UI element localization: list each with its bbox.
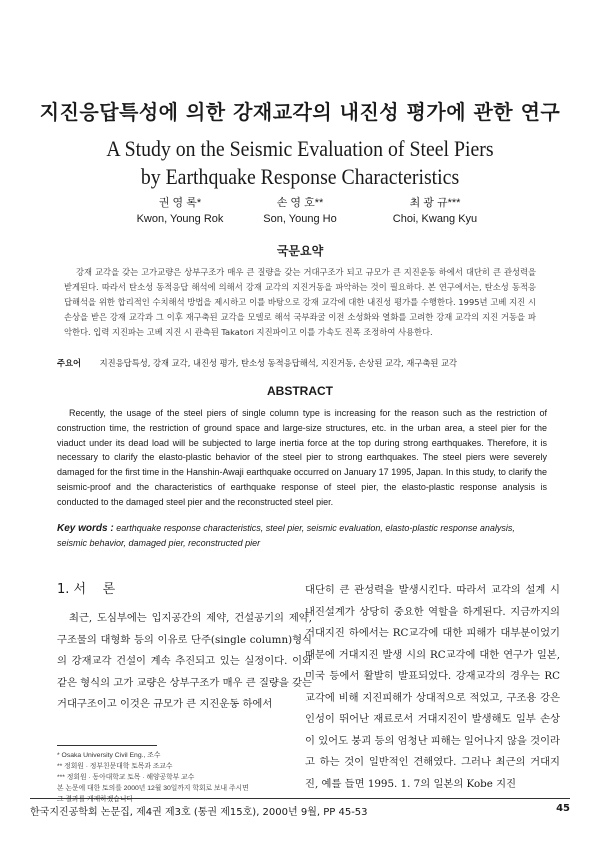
section-1-heading: 1. 서 론: [57, 582, 116, 597]
journal-citation: 한국지진공학회 논문집, 제4권 제3호 (통권 제15호), 2000년 9월, PP 45-53: [30, 807, 368, 818]
footnote-4: 본 논문에 대한 토의를 2000년 12월 30일까지 학회로 보내 주시면: [57, 785, 249, 792]
english-title: [30, 135, 570, 191]
korean-abstract: 강재 교각을 갖는 고가교량은 상부구조가 매우 큰 질량을 갖는 거대구조가 되고 규모가 큰 지진운동 하에서 대단히 큰 관성력을 받게된다. 따라서 탄소성 동적응답 해석에 의해서 강재 교각의 지진거동을 파악하는 것이 필요하다. 본 연구에서는, 탄소성 동적응답해석을 위한 합리적인 수치해석 방법을 제시하고 이를 바탕으로 강재 교각에 대한 내진성 평가를 수행한다. 1995년 고베 지진 시 손상을 받은 강재 교각과 그 이후 재구축된 교각을 모델로 해석 국부좌굴 이전 소성화와 열화를 고려한 강재 교각의 지진 거동을 파악한다. 입력 지진파는 고베 지진 시 관측된 Takatori 지진파이고 이를 가속도 진폭 조정하여 사용한다.: [64, 267, 536, 337]
english-abstract-heading: ABSTRACT: [267, 384, 333, 398]
author-2-en: Son, Young Ho: [263, 213, 337, 225]
author-3-ko: 최 광 규***: [409, 197, 461, 209]
korean-title: 지진응답특성에 의한 강재교각의 내진성 평가에 관한 연구: [39, 100, 561, 124]
korean-abstract-heading: 국문요약: [276, 244, 324, 258]
korean-keywords-text: 지진응답특성, 강재 교각, 내진성 평가, 탄소성 동적응답해석, 지진거동, 손상된 교각, 재구축된 교각: [99, 358, 458, 368]
author-1-ko: 권 영 록*: [158, 197, 202, 209]
english-title-line-1: A Study on the Seismic Evaluation of Steel Piers: [106, 136, 494, 161]
author-list: [0, 195, 600, 235]
footnote-divider: [57, 745, 157, 746]
author-2-ko: 손 영 호**: [276, 197, 324, 209]
english-keywords: [57, 521, 547, 550]
korean-keywords-label: 주요어: [57, 358, 82, 368]
footnote-3: *** 정회원 · 동아대학교 토목 · 해양공학부 교수: [57, 774, 195, 781]
english-title-line-2: by Earthquake Response Characteristics: [140, 164, 460, 189]
author-3: [355, 195, 515, 227]
author-3-en: Choi, Kwang Kyu: [392, 213, 478, 225]
body-text-right-column: 대단히 큰 관성력을 발생시킨다. 따라서 교각의 설계 시 내진설계가 상당히 중요한 역할을 하게된다. 지금까지의 거대지진 하에서는 RC교각에 대한 피해가 대부분이었기 때문에 거대지진 발생 시의 RC교각에 대한 연구가 일본, 미국 등에서 활발히 발표되었다. 강재교각의 경우는 RC교각에 비해 지진피해가 상대적으로 적었고, 구조용 강은 인성이 뛰어난 재료로서 거대지진이 발생해도 일부 손상이 있어도 붕괴 등의 엄청난 피해는 일어나지 않을 것이라고 하는 것이 일반적인 견해였다. 그러나 최근의 거대지진, 예를 들면 1995. 1. 7의 일본의 Kobe 지진: [305, 584, 560, 790]
footer-divider: [30, 798, 570, 799]
korean-keywords: [57, 357, 547, 369]
page-footer: [30, 803, 570, 818]
footnote-2: ** 정회원 · 정부친문대학 토목과 조교수: [57, 763, 173, 770]
author-1-en: Kwon, Young Rok: [136, 213, 224, 225]
footnote-5: 그 결과를 게재하겠습니다: [57, 796, 134, 803]
english-keywords-text: earthquake response characteristics, steel pier, seismic evaluation, elasto-plastic response analysis, seismic behavior, damaged pier, reconstructed pier: [57, 523, 515, 548]
footnotes: [57, 750, 307, 805]
footnote-1: * Osaka University Civil Eng., 조수: [57, 752, 161, 759]
page-number: 45: [556, 803, 570, 814]
body-text-left-column: 최근, 도심부에는 입지공간의 제약, 건설공기의 제약, 구조물의 대형화 등의 이유로 단주(single column)형식의 강재교각 건설이 계속 추진되고 있는 실정이다. 이와 같은 형식의 고가 교량은 상부구조가 매우 큰 질량을 갖는 거대구조이고 이것은 규모가 큰 지진운동 하에서: [57, 612, 312, 710]
english-keywords-label: Key words :: [57, 523, 114, 534]
english-abstract: Recently, the usage of the steel piers of single column type is increasing for the reason such as the restriction of construction time, the restriction of ground space and large-size structures, etc. in the urban area, a steel pier for the viaduct under its dead load will be subjected to large inertia force at the top during strong earthquakes. Therefore, it is necessary to clarify the elasto-plastic behavior of the steel pier to strong earthquakes. The steel piers were severely damaged for the first time in the Hanshin-Awaji earthquake occurred on January 17 1995, Japan. In this study, to clarify the seismic-proof and the characteristics of earthquake response of steel pier, the elasto-plastic response analysis is conducted to the damaged steel pier and the reconstructed steel pier.: [57, 408, 547, 507]
